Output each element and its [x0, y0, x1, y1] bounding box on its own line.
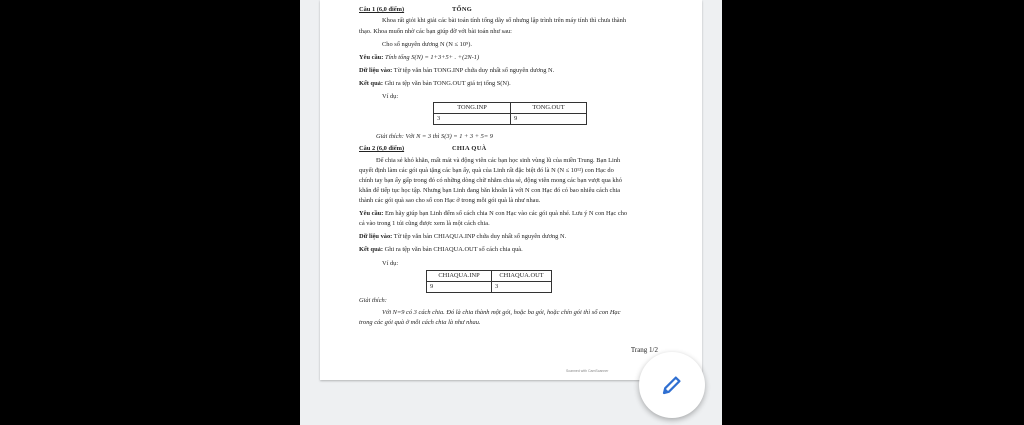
- q2-para-line3: chính tay bạn ấy gấp trong đó có những dòng chữ nhằm chia sẻ, động viên mong các bạn vượt qua khó: [359, 177, 622, 184]
- q2-para-line5: thành các gói quà sao cho số con Hạc ở trong mỗi gói quà là như nhau.: [359, 197, 541, 204]
- q2-table-cell: 9: [427, 282, 492, 293]
- q2-explain-line1: Với N=9 có 3 cách chia. Đó là chia thành một gói, hoặc ba gói, hoặc chín gói thì số con Hạc: [382, 309, 621, 316]
- q2-table-header-row: [427, 271, 552, 282]
- page-number: Trang 1/2: [630, 346, 658, 354]
- q1-explain: Giải thích: Với N = 3 thì S(3) = 1 + 3 + 5= 9: [376, 133, 493, 140]
- q1-requirement: [359, 54, 479, 63]
- q1-in-label: Dữ liệu vào:: [359, 67, 393, 74]
- document-viewer: [300, 0, 722, 425]
- q1-intro-line1: Khoa rất giỏi khi giải các bài toán tính tổng dãy số nhưng lập trình trên máy tính thì chưa thành: [382, 17, 627, 24]
- q2-table-row: [427, 282, 552, 293]
- q2-explain-label: Giải thích:: [359, 297, 387, 304]
- q1-out-text: Ghi ra tệp văn bản TONG.OUT giá trị tổng S(N).: [384, 80, 511, 87]
- q2-para-line4: khăn để tiếp tục học tập. Nhưng bạn Linh đang băn khoăn là với N con Hạc đó có bao nhiêu cách chia: [359, 187, 621, 194]
- q2-explain-line2: trong các gói quà ở mỗi cách chia là như nhau.: [359, 319, 481, 326]
- q2-in-label: Dữ liệu vào:: [359, 233, 393, 240]
- q1-header: Câu 1 (6,0 điểm): [359, 6, 405, 13]
- edit-button[interactable]: [639, 352, 705, 418]
- q2-requirement: [359, 210, 627, 219]
- q1-intro-line2: thạo. Khoa muốn nhờ các bạn giúp đỡ với bài toán như sau:: [359, 28, 512, 35]
- scanner-watermark: Scanned with CamScanner: [566, 369, 609, 373]
- q2-header: Câu 2 (6,0 điểm): [359, 145, 405, 152]
- q1-input: [359, 67, 554, 76]
- q1-table-cell: 3: [434, 114, 511, 125]
- q2-req-line1: Em hãy giúp bạn Linh đếm số cách chia N con Hạc vào các gói quà nhé. Lưu ý N con Hạc cho: [384, 210, 628, 217]
- q2-req-line2: cả vào trong 1 túi cũng được xem là một cách chia.: [359, 220, 490, 227]
- q2-input: [359, 233, 566, 242]
- q2-table-cell: 3: [492, 282, 552, 293]
- q2-title: CHIA QUÀ: [452, 145, 487, 152]
- q1-title: TỔNG: [452, 6, 473, 13]
- q2-para-line2: quyết định làm các gói quà tặng các bạn ấy, quà của Linh rất đặc biệt đó là N (N ≤ 10¹²) con Hạc do: [359, 167, 614, 174]
- q1-io-table: [433, 102, 587, 125]
- q1-req-label: Yêu cầu:: [359, 54, 384, 61]
- q2-table-header: CHIAQUA.OUT: [492, 271, 552, 282]
- q1-table-header: TONG.OUT: [511, 103, 587, 114]
- q1-table-row: [434, 114, 587, 125]
- q1-table-cell: 9: [511, 114, 587, 125]
- q1-given: Cho số nguyên dương N (N ≤ 10⁹).: [382, 41, 472, 48]
- q2-table-header: CHIAQUA.INP: [427, 271, 492, 282]
- q1-table-header-row: [434, 103, 587, 114]
- pencil-icon: [660, 373, 684, 397]
- q1-out-label: Kết quả:: [359, 80, 383, 87]
- q1-table-header: TONG.INP: [434, 103, 511, 114]
- q2-example-label: Ví dụ:: [382, 260, 399, 267]
- document-page: [320, 0, 702, 380]
- q2-out-label: Kết quả:: [359, 246, 383, 253]
- q1-example-label: Ví dụ:: [382, 93, 399, 100]
- q2-req-label: Yêu cầu:: [359, 210, 384, 217]
- q1-in-text: Từ tệp văn bản TONG.INP chứa duy nhất số nguyên dương N.: [393, 67, 555, 74]
- q2-io-table: [426, 270, 552, 293]
- q1-req-text: Tính tổng S(N) = 1+3+5+ . +(2N-1): [384, 54, 480, 61]
- q1-output: [359, 80, 511, 89]
- q2-output: [359, 246, 523, 255]
- q2-para-line1: Để chia sẻ khó khăn, mất mát và động viên các bạn học sinh vùng lũ của miền Trung. Bạn Linh: [376, 157, 621, 164]
- q2-in-text: Từ tệp văn bản CHIAQUA.INP chứa duy nhất số nguyên dương N.: [393, 233, 567, 240]
- q2-out-text: Ghi ra tệp văn bản CHIAQUA.OUT số cách chia quà.: [384, 246, 523, 253]
